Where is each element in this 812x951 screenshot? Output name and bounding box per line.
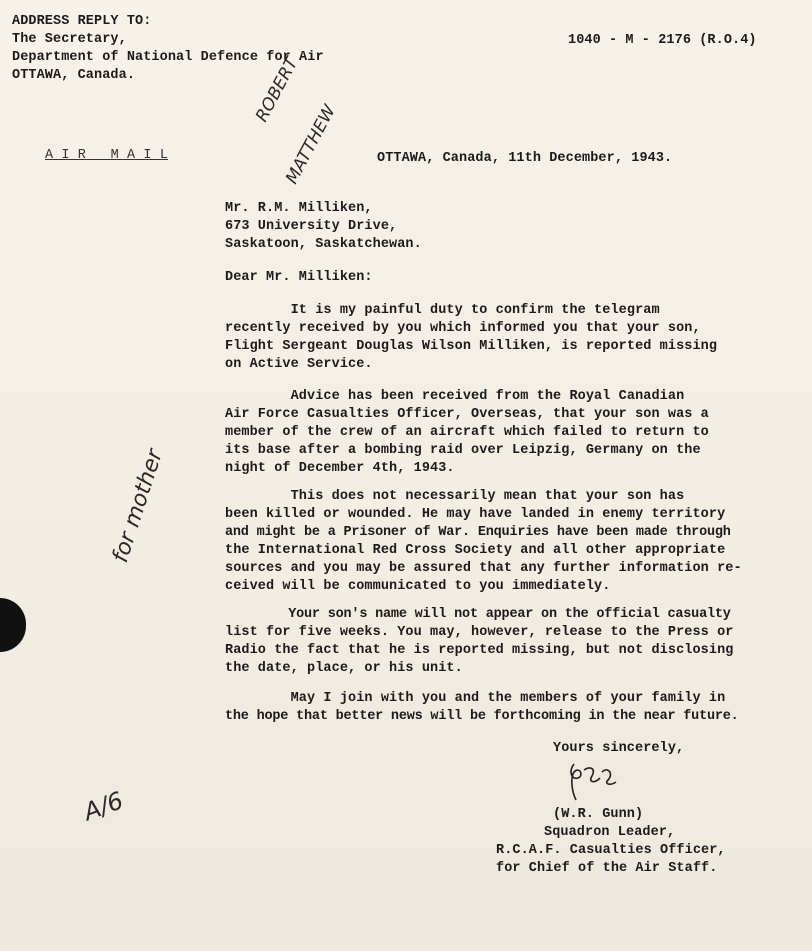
handwritten-file-mark: A/6: [80, 786, 127, 827]
paragraph-3-line: ceived will be communicated to you immediately.: [225, 579, 611, 594]
paragraph-5-line: May I join with you and the members of your family in: [225, 691, 726, 706]
paragraph-2-line: member of the crew of an aircraft which failed to return to: [225, 425, 709, 440]
paragraph-4-line: Your son's name will not appear on the official casualty: [225, 607, 731, 622]
paragraph-1-line: recently received by you which informed you that your son,: [225, 321, 701, 336]
paragraph-3-line: been killed or wounded. He may have landed in enemy territory: [225, 507, 726, 522]
signature-initials: [562, 758, 564, 759]
paragraph-4-line: Radio the fact that he is reported missing, but not disclosing: [225, 643, 734, 658]
paragraph-2-line: its base after a bombing raid over Leipzig, Germany on the: [225, 443, 701, 458]
paragraph-2-line: Air Force Casualties Officer, Overseas, that your son was a: [225, 407, 709, 422]
paragraph-2-line: night of December 4th, 1943.: [225, 461, 455, 476]
return-address-line1: ADDRESS REPLY TO:: [12, 14, 152, 29]
paragraph-5-line: the hope that better news will be forthcoming in the near future.: [225, 709, 739, 724]
handwritten-name-line2: MATTHEW: [282, 101, 341, 188]
salutation: Dear Mr. Milliken:: [225, 270, 373, 285]
signatory-for: for Chief of the Air Staff.: [496, 861, 718, 876]
file-number: 1040 - M - 2176 (R.O.4): [568, 33, 757, 48]
signature-mark: [562, 758, 620, 806]
handwritten-margin-note: for mother: [108, 446, 169, 566]
signatory-rank: Squadron Leader,: [544, 825, 676, 840]
paragraph-1-line: Flight Sergeant Douglas Wilson Milliken, is reported missing: [225, 339, 718, 354]
paragraph-4-line: the date, place, or his unit.: [225, 661, 463, 676]
signatory-name: (W.R. Gunn): [553, 807, 644, 822]
signature: [562, 758, 620, 806]
closing: Yours sincerely,: [553, 741, 685, 756]
place-date: OTTAWA, Canada, 11th December, 1943.: [377, 151, 673, 166]
paragraph-3-line: sources and you may be assured that any further information re-: [225, 561, 742, 576]
recipient-street: 673 University Drive,: [225, 219, 398, 234]
paragraph-1-line: on Active Service.: [225, 357, 373, 372]
air-mail-label: A I R M A I L: [45, 148, 169, 163]
signatory-title: R.C.A.F. Casualties Officer,: [496, 843, 726, 858]
return-address-line4: OTTAWA, Canada.: [12, 68, 136, 83]
paragraph-1-line: It is my painful duty to confirm the telegram: [225, 303, 660, 318]
return-address-line3: Department of National Defence for Air: [12, 50, 324, 65]
paragraph-3-line: the International Red Cross Society and all other appropriate: [225, 543, 726, 558]
recipient-city: Saskatoon, Saskatchewan.: [225, 237, 422, 252]
paragraph-4-line: list for five weeks. You may, however, release to the Press or: [225, 625, 734, 640]
handwritten-name-line1: ROBERT: [252, 54, 303, 126]
recipient-name: Mr. R.M. Milliken,: [225, 201, 373, 216]
paragraph-3-line: and might be a Prisoner of War. Enquiries have been made through: [225, 525, 731, 540]
paragraph-3-line: This does not necessarily mean that your son has: [225, 489, 685, 504]
paragraph-2-line: Advice has been received from the Royal Canadian: [225, 389, 685, 404]
return-address-line2: The Secretary,: [12, 32, 127, 47]
